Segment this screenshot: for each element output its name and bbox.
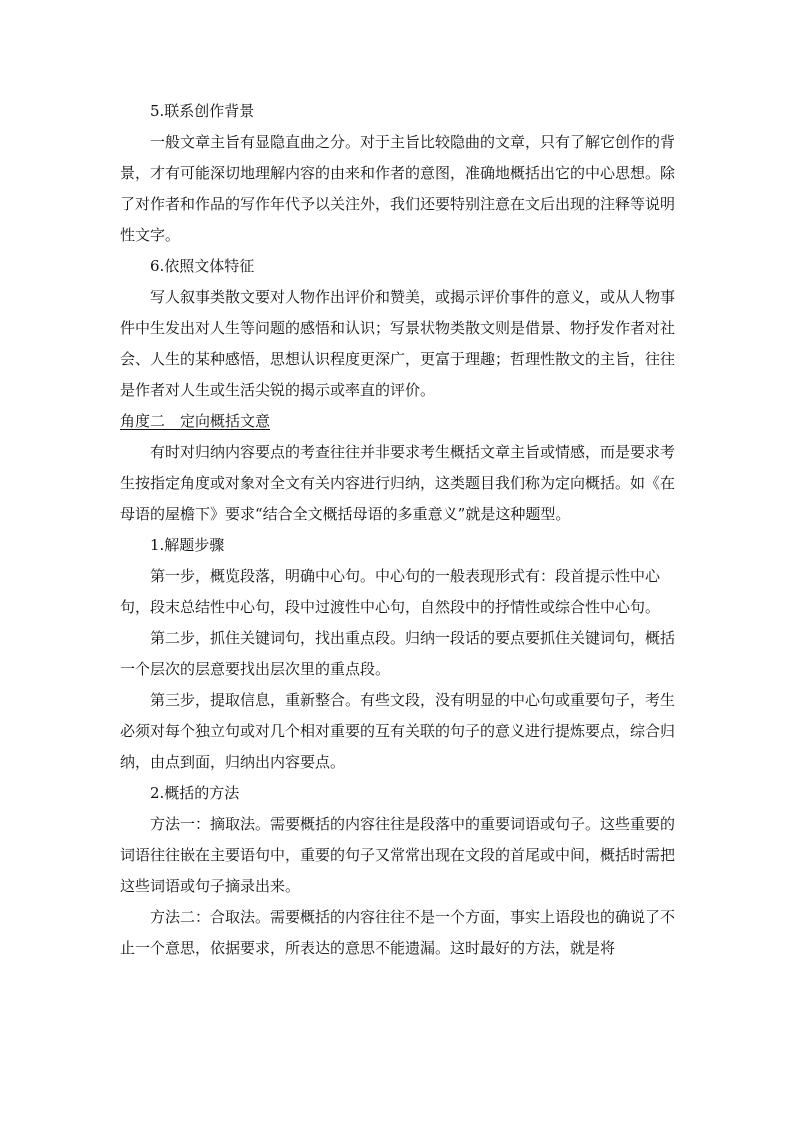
paragraph-step-one: 第一步，概览段落，明确中心句。中心句的一般表现形式有：段首提示性中心句，段末总结性中心句，段中过渡性中心句，自然段中的抒情性或综合性中心句。	[120, 567, 661, 616]
paragraph-creation-background: 一般文章主旨有显隐直曲之分。对于主旨比较隐曲的文章，只有了解它创作的背景，才有可能深切地理解内容的由来和作者的意图，准确地概括出它的中心思想。除了对作者和作品的写作年代予以关注外，我们还要特别注意在文后出现的注释等说明性文字。	[120, 133, 676, 244]
heading-genre-features: 6.依照文体特征	[150, 257, 255, 275]
paragraph-method-one: 方法一：摘取法。需要概括的内容往往是段落中的重要词语或句子。这些重要的词语往往嵌在主要语句中，重要的句子又常常出现在文段的首尾或中间，概括时需把这些词语或句子摘录出来。	[120, 815, 676, 895]
heading-summary-methods: 2.概括的方法	[150, 784, 240, 802]
paragraph-directed-summary: 有时对归纳内容要点的考查往往并非要求考生概括文章主旨或情感，而是要求考生按指定角度或对象对全文有关内容进行归纳，这类题目我们称为定向概括。如《在母语的屋檐下》要求“结合全文概括母语的多重意义”就是这种题型。	[120, 443, 676, 523]
heading-solving-steps: 1.解题步骤	[150, 536, 225, 554]
section-title-text: 角度二 定向概括文意	[120, 412, 271, 430]
paragraph-step-two: 第二步，抓住关键词句，找出重点段。归纳一段话的要点要抓住关键词句，概括一个层次的层意要找出层次里的重点段。	[120, 629, 676, 678]
document-body	[120, 96, 680, 964]
paragraph-genre-features: 写人叙事类散文要对人物作出评价和赞美，或揭示评价事件的意义，或从人物事件中生发出对人生等问题的感悟和认识；写景状物类散文则是借景、物抒发作者对社会、人生的某种感悟，思想认识程度更深广，更富于理趣；哲理性散文的主旨，往往是作者对人生或生活尖锐的揭示或率直的评价。	[120, 288, 676, 399]
section-title-angle-two	[120, 406, 680, 437]
paragraph-step-three: 第三步，提取信息，重新整合。有些文段，没有明显的中心句或重要句子，考生必须对每个独立句或对几个相对重要的互有关联的句子的意义进行提炼要点，综合归纳，由点到面，归纳出内容要点。	[120, 691, 676, 771]
paragraph-method-two: 方法二：合取法。需要概括的内容往往不是一个方面，事实上语段也的确说了不止一个意思，依据要求，所表达的意思不能遗漏。这时最好的方法，就是将	[120, 908, 676, 957]
heading-creation-background: 5.联系创作背景	[150, 102, 255, 120]
